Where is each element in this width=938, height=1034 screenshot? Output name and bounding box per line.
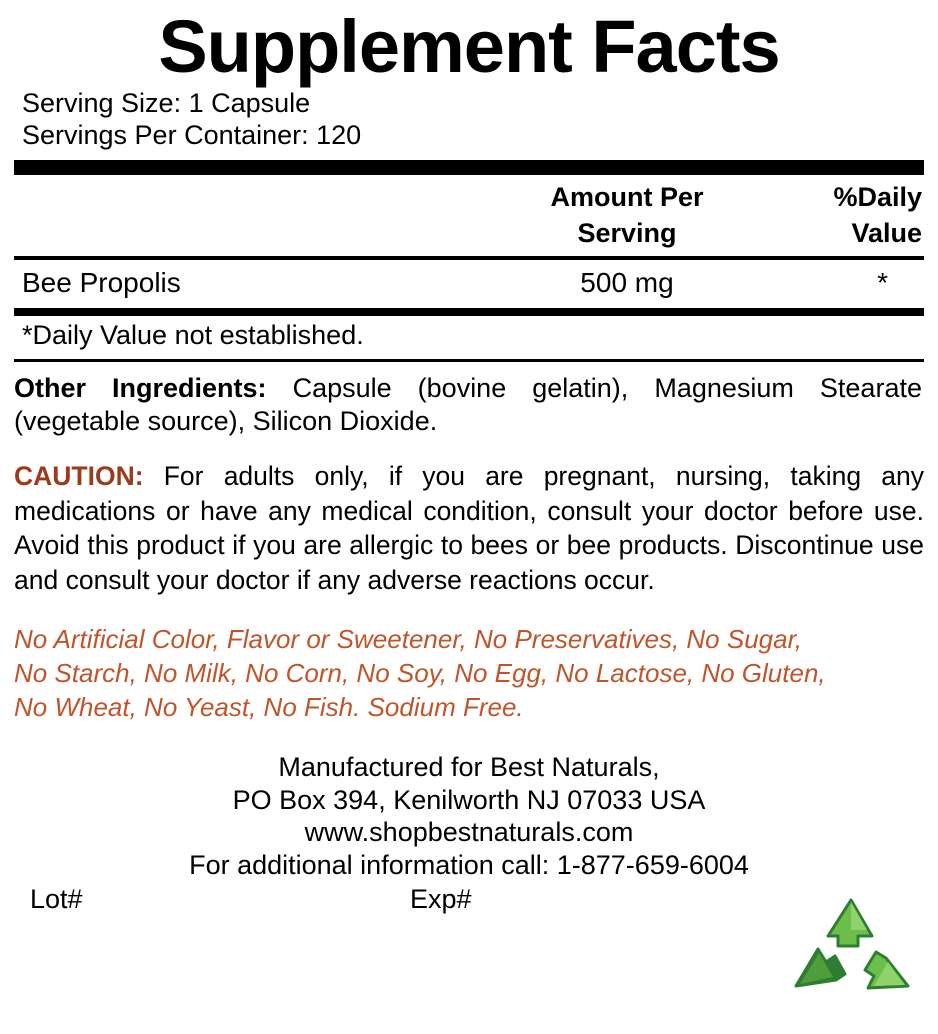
divider-section <box>14 359 924 362</box>
other-ingredients-text: Capsule (bovine gelatin), Magnesium Stearate (vegetable source), Silicon Dioxide. <box>14 372 922 436</box>
lot-number-label: Lot# <box>30 884 83 915</box>
free-claim-line-3: No Wheat, No Yeast, No Fish. Sodium Free. <box>14 691 524 722</box>
other-ingredients-label: Other Ingredients: <box>14 372 267 403</box>
table-header-amount-line1: Amount Per <box>550 181 704 212</box>
table-header-dv-line1: %Daily <box>833 181 922 212</box>
servings-per-container: Servings Per Container: 120 <box>22 119 362 150</box>
other-ingredients <box>14 372 922 438</box>
divider-thick-bottom <box>14 308 924 316</box>
caution-label: CAUTION: <box>14 461 144 492</box>
supplement-facts-label <box>0 5 938 1034</box>
table-header <box>14 175 924 256</box>
caution-text: For adults only, if you are pregnant, nursing, taking any medications or have any medical condition, consult your doctor before use. Avoid this product if you are allergic to bees or bee products. Discontinue use and consult your doctor if any adverse reactions occur. <box>14 461 924 595</box>
manufacturer-info <box>14 751 924 883</box>
table-header-amount <box>462 179 792 252</box>
recycle-icon <box>788 896 916 1006</box>
table-header-dv-line2: Value <box>851 218 922 249</box>
caution-statement <box>14 459 924 597</box>
free-claim-line-2: No Starch, No Milk, No Corn, No Soy, No Egg, No Lactose, No Gluten, <box>14 658 826 689</box>
daily-value-footnote: *Daily Value not established. <box>22 319 364 350</box>
serving-size: Serving Size: 1 Capsule <box>22 88 311 118</box>
free-from-claims <box>14 623 924 724</box>
page-title: Supplement Facts <box>158 5 780 88</box>
manufacturer-phone: For additional information call: 1-877-659-6004 <box>189 850 749 881</box>
manufacturer-name: Manufactured for Best Naturals, <box>278 751 660 782</box>
divider-thick-top <box>14 160 924 175</box>
exp-date-label: Exp# <box>410 884 472 915</box>
free-claim-line-1: No Artificial Color, Flavor or Sweetener, No Preservatives, No Sugar, <box>14 624 803 655</box>
table-header-daily-value <box>792 179 922 252</box>
table-header-amount-line2: Serving <box>577 218 677 249</box>
nutrient-daily-value: * <box>877 266 888 298</box>
manufacturer-website: www.shopbestnaturals.com <box>304 817 634 848</box>
table-row <box>14 260 924 308</box>
nutrient-amount: 500 mg <box>580 266 674 298</box>
nutrient-name: Bee Propolis <box>22 266 181 298</box>
manufacturer-address: PO Box 394, Kenilworth NJ 07033 USA <box>232 784 706 815</box>
